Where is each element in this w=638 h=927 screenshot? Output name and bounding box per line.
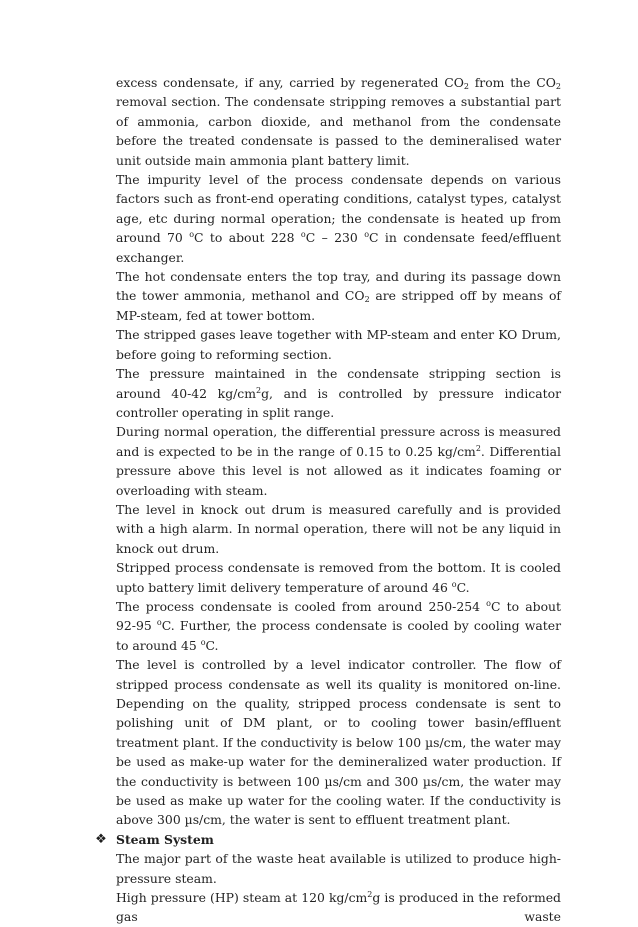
diamond-bullet-icon: ❖	[95, 831, 107, 847]
paragraph-pressure: The pressure maintained in the condensate stripping section is around 40-42 $kg/cm^2g$, and is controlled by pressure indicator controller operating in split range.	[116, 366, 561, 420]
paragraph-level-control: The level is controlled by a level indicator controller. The flow of stripped process condensate as well its quality is monitored on-line. Depending on the quality, stripped process condensate is sent to polishing unit of DM plant, or to cooling tower basin/effluent treatment plant. If the conductivity is below 100 µs/cm, the water may be used as make-up water for the demineralized water production. If the conductivity is between 100 µs/cm and 300 µs/cm, the water may be used as make up water for the cooling water. If the conductivity is above 300 µs/cm, the water is sent to effluent treatment plant.	[116, 657, 561, 828]
paragraph-cooling: The process condensate is cooled from around 250-254 $^o$C to about 92-95 $^o$C. Further, the process condensate is cooled by cooling water to around 45 $^o$C.	[116, 598, 561, 653]
paragraph-condensate-removal: excess condensate, if any, carried by regenerated $CO_2$ from the $CO_2$ removal section. The condensate stripping removes a substantial part of ammonia, carbon dioxide, and methanol from the condensate before the treated condensate is passed to the demineralised water unit outside main ammonia plant battery limit.	[116, 75, 561, 168]
section-heading-steam-system	[95, 830, 561, 849]
document-page	[95, 73, 561, 927]
paragraph-hot-condensate: The hot condensate enters the top tray, and during its passage down the tower ammonia, methanol and $CO_2$ are stripped off by means of MP-steam, fed at tower bottom.	[116, 269, 561, 323]
paragraph-stripped-gases: The stripped gases leave together with MP-steam and enter KO Drum, before going to reforming section.	[116, 327, 561, 362]
paragraph-differential-pressure: During normal operation, the differential pressure across is measured and is expected to be in the range of 0.15 to 0.25 $kg/cm^2$. Differential pressure above this level is not allowed as it indicates foaming or overloading with steam.	[116, 424, 561, 498]
paragraph-knock-out-drum: The level in knock out drum is measured carefully and is provided with a high alarm. In normal operation, there will not be any liquid in knock out drum.	[116, 501, 561, 556]
section-title: Steam System	[116, 831, 214, 847]
paragraph-impurity-level: The impurity level of the process condensate depends on various factors such as front-end operating conditions, catalyst types, catalyst age, etc during normal operation; the condensate is heated up from around 70 $^o$C to about 228 $^o$C – 230 $^o$C in condensate feed/effluent exchanger.	[116, 172, 561, 265]
paragraph-hp-steam: High pressure (HP) steam at 120 $kg/cm^2g$ is produced in the reformed gas waste	[116, 890, 561, 925]
paragraph-waste-heat: The major part of the waste heat available is utilized to produce high-pressure steam.	[116, 851, 561, 886]
paragraph-stripped-condensate: Stripped process condensate is removed from the bottom. It is cooled upto battery limit delivery temperature of around 46 $^o$C.	[116, 560, 561, 595]
